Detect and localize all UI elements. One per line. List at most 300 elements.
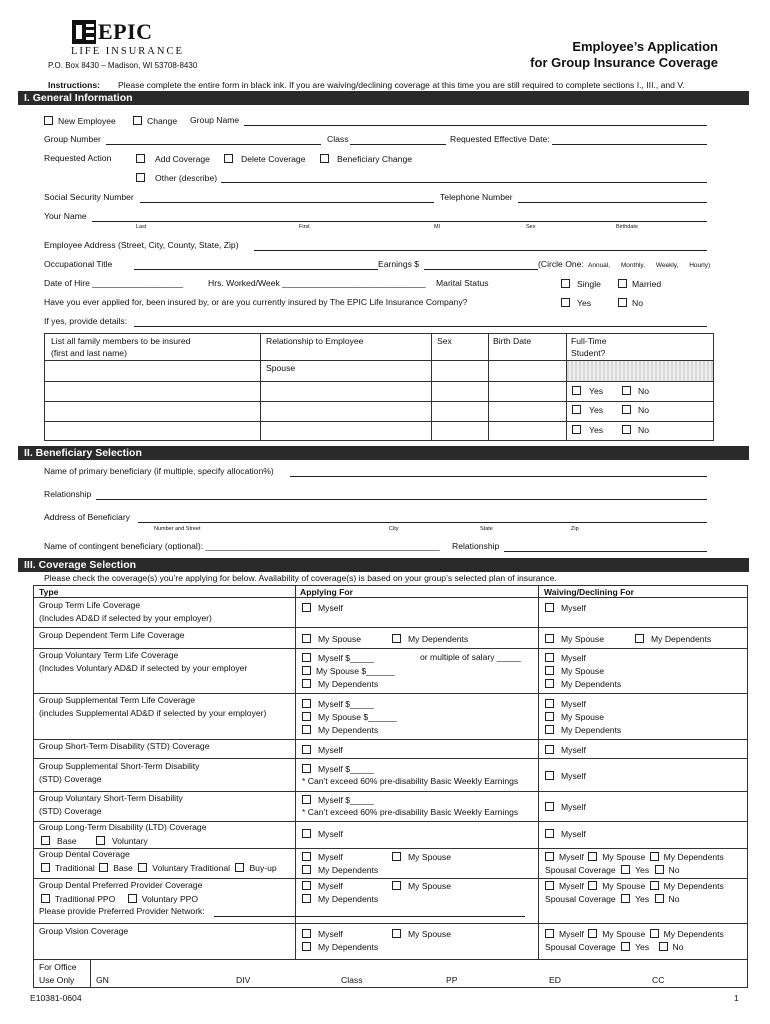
requested-effective-date-label: Requested Effective Date: <box>450 134 550 144</box>
applied-yes-label: Yes <box>577 298 592 308</box>
checkbox[interactable] <box>302 725 311 734</box>
student-yes-option-1[interactable] <box>572 386 603 397</box>
checkbox[interactable] <box>302 942 311 951</box>
checkbox[interactable] <box>302 653 311 662</box>
ppo-type: Group Dental Preferred Provider Coverage <box>39 880 203 890</box>
my-spouse-label: My Spouse <box>561 712 604 722</box>
office-use-label-line2: Use Only <box>39 975 75 985</box>
supp-term-waive-dependents[interactable] <box>545 725 621 736</box>
addr-sub-state: State <box>480 526 493 532</box>
instructions-label: Instructions: <box>48 80 101 90</box>
family-col-relationship: Relationship to Employee <box>266 336 364 346</box>
checkbox[interactable] <box>545 653 554 662</box>
family-col-sex: Sex <box>437 336 452 346</box>
add-coverage-checkbox[interactable] <box>136 154 145 163</box>
single-label: Single <box>577 279 601 289</box>
myself-amount-field[interactable]: Myself $_____ <box>318 795 374 805</box>
change-label: Change <box>147 116 178 126</box>
checkbox[interactable] <box>545 666 554 675</box>
checkbox[interactable] <box>545 603 554 612</box>
supp-term-waive-spouse[interactable] <box>545 712 604 723</box>
student-yes-checkbox[interactable] <box>572 386 581 395</box>
spouse-amount-field[interactable]: My Spouse $______ <box>316 666 395 676</box>
myself-label: Myself <box>559 929 584 939</box>
vol-term-waive-dependents[interactable] <box>545 679 621 690</box>
myself-label: Myself <box>559 852 584 862</box>
checkbox[interactable] <box>302 881 311 890</box>
family-col-birth-date: Birth Date <box>493 336 532 346</box>
spouse-amount-field[interactable]: My Spouse $______ <box>318 712 397 722</box>
checkbox[interactable] <box>302 929 311 938</box>
requested-effective-date-field[interactable] <box>552 144 707 145</box>
checkbox[interactable] <box>302 745 311 754</box>
checkbox[interactable] <box>302 894 311 903</box>
checkbox[interactable] <box>392 881 401 890</box>
waive-myself-checkbox[interactable] <box>545 929 554 938</box>
other-checkbox[interactable] <box>136 173 145 182</box>
single-option[interactable] <box>561 279 601 290</box>
supp-term-apply-myself[interactable] <box>302 699 374 710</box>
office-div: DIV <box>236 975 251 985</box>
ppo-waive-line1 <box>545 881 724 892</box>
vol-traditional-label: Voluntary Traditional <box>152 863 231 873</box>
waive-spouse-checkbox[interactable] <box>588 852 597 861</box>
ltd-apply-myself[interactable] <box>302 829 343 840</box>
vision-apply-dependents[interactable] <box>302 942 378 953</box>
student-no-option-3[interactable] <box>622 425 649 436</box>
family-col-student-line1: Full-Time <box>571 336 607 346</box>
other-label: Other (describe) <box>155 173 218 183</box>
myself-label: Myself <box>561 653 586 663</box>
ppo-apply-dependents[interactable] <box>302 894 378 905</box>
date-of-hire-field[interactable]: Date of Hire ___________________ <box>44 278 184 288</box>
waive-dependents-checkbox[interactable] <box>650 881 659 890</box>
checkbox[interactable] <box>302 764 311 773</box>
no-label: No <box>668 865 680 875</box>
spousal-no-checkbox[interactable] <box>655 865 664 874</box>
no-label: No <box>668 894 680 904</box>
annual-option[interactable]: Annual, <box>588 262 611 269</box>
checkbox[interactable] <box>545 712 554 721</box>
dep-term-apply-dependents[interactable] <box>392 634 468 645</box>
vol-term-type-line1: Group Voluntary Term Life Coverage <box>39 650 179 660</box>
vol-ppo-label: Voluntary PPO <box>141 894 199 904</box>
applied-no-checkbox[interactable] <box>618 298 627 307</box>
spousal-no-checkbox[interactable] <box>659 942 668 951</box>
vision-apply-myself[interactable] <box>302 929 343 940</box>
ppo-spousal-coverage <box>545 894 680 905</box>
dental-apply-myself[interactable] <box>302 852 343 863</box>
office-pp: PP <box>446 975 458 985</box>
section-beneficiary-selection: II. Beneficiary Selection <box>18 446 749 460</box>
supp-term-apply-dependents[interactable] <box>302 725 378 736</box>
my-spouse-label: My Spouse <box>561 634 604 644</box>
supp-std-apply-myself[interactable] <box>302 764 374 775</box>
checkbox[interactable] <box>302 829 311 838</box>
spousal-no-checkbox[interactable] <box>655 894 664 903</box>
instructions-text: Please complete the entire form in black ink. If you are waiving/declining coverage at this time you are still required to complete sections I., III., and V. <box>118 80 685 90</box>
student-yes-checkbox[interactable] <box>572 425 581 434</box>
myself-label: Myself <box>318 929 343 939</box>
my-dependents-label: My Dependents <box>663 929 724 939</box>
ppo-network-field[interactable] <box>214 916 525 917</box>
earnings-label: Earnings $ <box>378 259 420 269</box>
checkbox[interactable] <box>302 634 311 643</box>
my-dependents-label: My Dependents <box>561 679 622 689</box>
delete-coverage-option[interactable] <box>224 154 306 165</box>
add-coverage-option[interactable] <box>136 154 210 165</box>
supp-std-note: * Can’t exceed 60% pre-disability Basic Weekly Earnings <box>302 776 519 786</box>
myself-label: Myself <box>561 771 586 781</box>
vol-std-waive-myself[interactable] <box>545 802 586 813</box>
checkbox[interactable] <box>302 795 311 804</box>
name-sub-last: Last <box>136 224 147 230</box>
my-spouse-label: My Spouse <box>318 634 361 644</box>
student-no-option-1[interactable] <box>622 386 649 397</box>
my-spouse-label: My Spouse <box>602 881 646 891</box>
my-dependents-label: My Dependents <box>663 881 724 891</box>
base-label: Base <box>57 836 77 846</box>
student-no-option-2[interactable] <box>622 405 649 416</box>
applied-yes-checkbox[interactable] <box>561 298 570 307</box>
std-apply-myself[interactable] <box>302 745 343 756</box>
ppo-network-label: Please provide Preferred Provider Network: <box>39 906 205 916</box>
beneficiary-change-option[interactable] <box>320 154 412 165</box>
checkbox[interactable] <box>545 634 554 643</box>
spousal-yes-checkbox[interactable] <box>621 942 630 951</box>
student-no-checkbox[interactable] <box>622 386 631 395</box>
student-no-label: No <box>638 425 649 435</box>
checkbox[interactable] <box>392 634 401 643</box>
ltd-voluntary-option[interactable] <box>96 836 148 847</box>
married-option[interactable] <box>618 279 661 290</box>
my-spouse-label: My Spouse <box>602 929 646 939</box>
myself-label: Myself <box>318 881 343 891</box>
new-employee-option[interactable] <box>44 116 116 127</box>
buy-up-checkbox[interactable] <box>235 863 244 872</box>
primary-beneficiary-field[interactable] <box>290 476 707 477</box>
office-ed: ED <box>549 975 561 985</box>
myself-amount-field[interactable]: Myself $_____ <box>318 764 374 774</box>
vol-std-type-line1: Group Voluntary Short-Term Disability <box>39 793 183 803</box>
checkbox[interactable] <box>302 852 311 861</box>
vol-traditional-checkbox[interactable] <box>138 863 147 872</box>
dental-plan-options <box>41 863 277 874</box>
term-life-type-line2: (Includes AD&D if selected by your employer) <box>39 613 212 623</box>
student-yes-option-3[interactable] <box>572 425 603 436</box>
vision-type: Group Vision Coverage <box>39 926 129 936</box>
delete-coverage-checkbox[interactable] <box>224 154 233 163</box>
group-number-label: Group Number <box>44 134 101 144</box>
section-coverage-selection: III. Coverage Selection <box>18 558 749 572</box>
spousal-coverage-label: Spousal Coverage <box>545 942 616 952</box>
family-col-name-line1: List all family members to be insured <box>51 336 191 346</box>
my-dependents-label: My Dependents <box>318 942 379 952</box>
circle-one-label: (Circle One: <box>538 259 584 269</box>
waive-myself-checkbox[interactable] <box>545 852 554 861</box>
student-no-label: No <box>638 386 649 396</box>
delete-coverage-label: Delete Coverage <box>241 154 306 164</box>
spousal-yes-checkbox[interactable] <box>621 865 630 874</box>
waive-spouse-checkbox[interactable] <box>588 881 597 890</box>
name-sub-first: First <box>299 224 310 230</box>
student-no-checkbox[interactable] <box>622 425 631 434</box>
checkbox[interactable] <box>41 836 50 845</box>
addr-sub-zip: Zip <box>571 526 579 532</box>
logo-text: EPIC <box>98 19 153 44</box>
family-col-name-line2: (first and last name) <box>51 348 127 358</box>
yes-label: Yes <box>635 894 650 904</box>
myself-amount-field[interactable]: Myself $_____ <box>318 653 374 663</box>
group-number-field[interactable] <box>106 144 321 145</box>
myself-label: Myself <box>561 745 586 755</box>
supp-term-type-line2: (includes Supplemental AD&D if selected by your employer) <box>39 708 267 718</box>
checkbox[interactable] <box>545 745 554 754</box>
class-field[interactable] <box>350 144 446 145</box>
my-spouse-label: My Spouse <box>408 929 451 939</box>
office-use-border <box>33 960 748 988</box>
checkbox[interactable] <box>392 929 401 938</box>
ppo-apply-myself[interactable] <box>302 881 343 892</box>
employee-address-label: Employee Address (Street, City, County, State, Zip) <box>44 240 239 250</box>
applied-no-label: No <box>632 298 643 308</box>
std-type: Group Short-Term Disability (STD) Coverage <box>39 741 210 751</box>
dental-apply-dependents[interactable] <box>302 865 378 876</box>
vol-term-apply-myself[interactable] <box>302 653 374 664</box>
trad-ppo-checkbox[interactable] <box>41 894 50 903</box>
term-life-apply-myself[interactable] <box>302 603 343 614</box>
checkbox[interactable] <box>302 712 311 721</box>
my-dependents-label: My Dependents <box>318 679 379 689</box>
coverage-intro: Please check the coverage(s) you’re applying for below. Availability of coverage(s) is based on your group’s selected plan of insurance. <box>44 573 557 583</box>
checkbox[interactable] <box>545 679 554 688</box>
employee-address-field[interactable] <box>254 250 707 251</box>
vision-spousal-coverage <box>545 942 684 953</box>
other-option[interactable] <box>136 173 217 184</box>
ltd-waive-myself[interactable] <box>545 829 586 840</box>
waive-myself-checkbox[interactable] <box>545 881 554 890</box>
ssn-label: Social Security Number <box>44 192 134 202</box>
beneficiary-relationship-label: Relationship <box>44 489 92 499</box>
dep-term-waive-spouse[interactable] <box>545 634 604 645</box>
form-number: E10381-0604 <box>30 993 82 1003</box>
name-sub-sex: Sex <box>526 224 536 230</box>
my-dependents-label: My Dependents <box>561 725 622 735</box>
myself-label: Myself <box>561 802 586 812</box>
vision-apply-spouse[interactable] <box>392 929 451 940</box>
applied-no-option[interactable] <box>618 298 643 309</box>
checkbox[interactable] <box>545 829 554 838</box>
dep-term-type: Group Dependent Term Life Coverage <box>39 630 185 640</box>
new-employee-label: New Employee <box>58 116 116 126</box>
ppo-apply-spouse[interactable] <box>392 881 451 892</box>
beneficiary-relationship-field[interactable] <box>96 499 707 500</box>
ssn-field[interactable] <box>140 202 434 203</box>
telephone-label: Telephone Number <box>440 192 513 202</box>
voluntary-label: Voluntary <box>112 836 148 846</box>
addr-sub-city: City <box>389 526 399 532</box>
family-col-student-line2: Student? <box>571 348 606 358</box>
my-spouse-label: My Spouse <box>408 852 451 862</box>
waive-dependents-checkbox[interactable] <box>650 929 659 938</box>
telephone-field[interactable] <box>518 202 707 203</box>
yes-label: Yes <box>635 865 650 875</box>
spouse-student-shaded <box>567 361 713 381</box>
new-employee-checkbox[interactable] <box>44 116 53 125</box>
dep-term-apply-spouse[interactable] <box>302 634 361 645</box>
myself-label: Myself <box>318 603 343 613</box>
my-dependents-label: My Dependents <box>408 634 469 644</box>
supp-term-apply-spouse[interactable] <box>302 712 397 723</box>
checkbox[interactable] <box>545 699 554 708</box>
buy-up-label: Buy-up <box>249 863 277 873</box>
my-dependents-label: My Dependents <box>318 894 379 904</box>
vol-ppo-checkbox[interactable] <box>128 894 137 903</box>
dental-apply-spouse[interactable] <box>392 852 451 863</box>
vol-std-apply-myself[interactable] <box>302 795 374 806</box>
traditional-checkbox[interactable] <box>41 863 50 872</box>
occupational-title-field[interactable] <box>134 269 378 270</box>
myself-label: Myself <box>561 699 586 709</box>
supp-std-type-line2: (STD) Coverage <box>39 774 102 784</box>
office-use-label-line1: For Office <box>39 962 77 972</box>
vol-term-waive-spouse[interactable] <box>545 666 604 677</box>
vol-term-type-line2: (Includes Voluntary AD&D if selected by your employer <box>39 663 248 673</box>
checkbox[interactable] <box>302 865 311 874</box>
married-checkbox[interactable] <box>618 279 627 288</box>
office-class: Class <box>341 975 363 985</box>
spousal-coverage-label: Spousal Coverage <box>545 894 616 904</box>
form-title-line1: Employee’s Application <box>572 39 718 54</box>
spousal-yes-checkbox[interactable] <box>621 894 630 903</box>
monthly-option[interactable]: Monthly, <box>620 262 645 269</box>
page-number: 1 <box>734 993 739 1003</box>
ltd-type: Group Long-Term Disability (LTD) Coverage <box>39 822 207 832</box>
student-yes-label: Yes <box>589 405 604 415</box>
single-checkbox[interactable] <box>561 279 570 288</box>
vol-term-apply-spouse[interactable] <box>302 666 395 677</box>
myself-label: Myself <box>561 603 586 613</box>
dep-term-waive-dependents[interactable] <box>635 634 711 645</box>
coverage-col-waiving: Waiving/Declining For <box>544 587 634 597</box>
marital-status-label: Marital Status <box>436 278 489 288</box>
student-yes-label: Yes <box>589 425 604 435</box>
my-spouse-label: My Spouse <box>602 852 646 862</box>
vol-term-waive-myself[interactable] <box>545 653 586 664</box>
supp-std-type-line1: Group Supplemental Short-Term Disability <box>39 761 200 771</box>
checkbox[interactable] <box>96 836 105 845</box>
family-table-border <box>44 333 714 441</box>
primary-beneficiary-label: Name of primary beneficiary (if multiple, specify allocation%) <box>44 466 274 476</box>
if-yes-label: If yes, provide details: <box>44 316 128 326</box>
checkbox[interactable] <box>302 699 311 708</box>
dental-waive-line1 <box>545 852 724 863</box>
waive-dependents-checkbox[interactable] <box>650 852 659 861</box>
requested-action-label: Requested Action <box>44 153 112 163</box>
other-describe-field[interactable] <box>221 182 707 183</box>
student-yes-label: Yes <box>589 386 604 396</box>
checkbox[interactable] <box>302 603 311 612</box>
add-coverage-label: Add Coverage <box>155 154 210 164</box>
checkbox[interactable] <box>635 634 644 643</box>
my-dependents-label: My Dependents <box>663 852 724 862</box>
myself-amount-field[interactable]: Myself $_____ <box>318 699 374 709</box>
checkbox[interactable] <box>392 852 401 861</box>
weekly-option[interactable]: Weekly, <box>655 262 679 269</box>
student-no-checkbox[interactable] <box>622 405 631 414</box>
checkbox[interactable] <box>545 771 554 780</box>
supp-std-waive-myself[interactable] <box>545 771 586 782</box>
waive-spouse-checkbox[interactable] <box>588 929 597 938</box>
my-spouse-label: My Spouse <box>561 666 604 676</box>
applied-question: Have you ever applied for, been insured by, or are you currently insured by The EPIC Life Insurance Company? <box>44 297 468 307</box>
myself-label: Myself <box>561 829 586 839</box>
addr-sub-street: Number and Street <box>154 526 201 532</box>
contingent-relationship-label: Relationship <box>452 541 500 551</box>
pay-period-options[interactable] <box>588 262 710 269</box>
checkbox[interactable] <box>302 679 311 688</box>
if-yes-details-field[interactable] <box>134 326 707 327</box>
checkbox[interactable] <box>545 725 554 734</box>
yes-label: Yes <box>635 942 650 952</box>
name-sub-birthdate: Birthdate <box>616 224 639 230</box>
change-checkbox[interactable] <box>133 116 142 125</box>
my-spouse-label: My Spouse <box>408 881 451 891</box>
group-name-field[interactable] <box>244 125 707 126</box>
myself-label: Myself <box>318 745 343 755</box>
coverage-col-type: Type <box>39 587 59 597</box>
earnings-field[interactable] <box>424 269 538 270</box>
office-gn: GN <box>96 975 109 985</box>
my-dependents-label: My Dependents <box>651 634 712 644</box>
checkbox[interactable] <box>545 802 554 811</box>
term-life-type-line1: Group Term Life Coverage <box>39 600 141 610</box>
applied-yes-option[interactable] <box>561 298 591 309</box>
section-general-information: I. General Information <box>18 91 749 105</box>
logo-subtitle: LIFE INSURANCE <box>71 46 184 57</box>
your-name-field[interactable] <box>92 221 707 222</box>
ppo-plan-options <box>41 894 198 905</box>
ltd-base-option[interactable] <box>41 836 77 847</box>
contingent-beneficiary-field[interactable]: Name of contingent beneficiary (optional): _________________________________________________ <box>44 541 440 551</box>
vol-term-multiple-salary[interactable]: or multiple of salary _____ <box>420 652 521 662</box>
class-label: Class <box>327 134 349 144</box>
myself-label: Myself <box>318 852 343 862</box>
hrs-worked-field[interactable]: Hrs. Worked/Week ______________________________ <box>208 278 426 288</box>
coverage-col-applying: Applying For <box>300 587 353 597</box>
student-no-label: No <box>638 405 649 415</box>
checkbox[interactable] <box>302 666 311 675</box>
student-yes-checkbox[interactable] <box>572 405 581 414</box>
vol-std-type-line2: (STD) Coverage <box>39 806 102 816</box>
beneficiary-change-checkbox[interactable] <box>320 154 329 163</box>
change-option[interactable] <box>133 116 177 127</box>
std-waive-myself[interactable] <box>545 745 586 756</box>
term-life-waive-myself[interactable] <box>545 603 586 614</box>
supp-term-waive-myself[interactable] <box>545 699 586 710</box>
beneficiary-address-field[interactable] <box>138 522 707 523</box>
name-sub-mi: MI <box>434 224 441 230</box>
student-yes-option-2[interactable] <box>572 405 603 416</box>
myself-label: Myself <box>559 881 584 891</box>
spousal-coverage-label: Spousal Coverage <box>545 865 616 875</box>
hourly-option[interactable]: Hourly) <box>689 262 711 269</box>
contingent-relationship-field[interactable] <box>504 551 707 552</box>
base-checkbox[interactable] <box>99 863 108 872</box>
vision-waive-line1 <box>545 929 724 940</box>
vol-term-apply-dependents[interactable] <box>302 679 378 690</box>
occupational-title-label: Occupational Title <box>44 259 113 269</box>
